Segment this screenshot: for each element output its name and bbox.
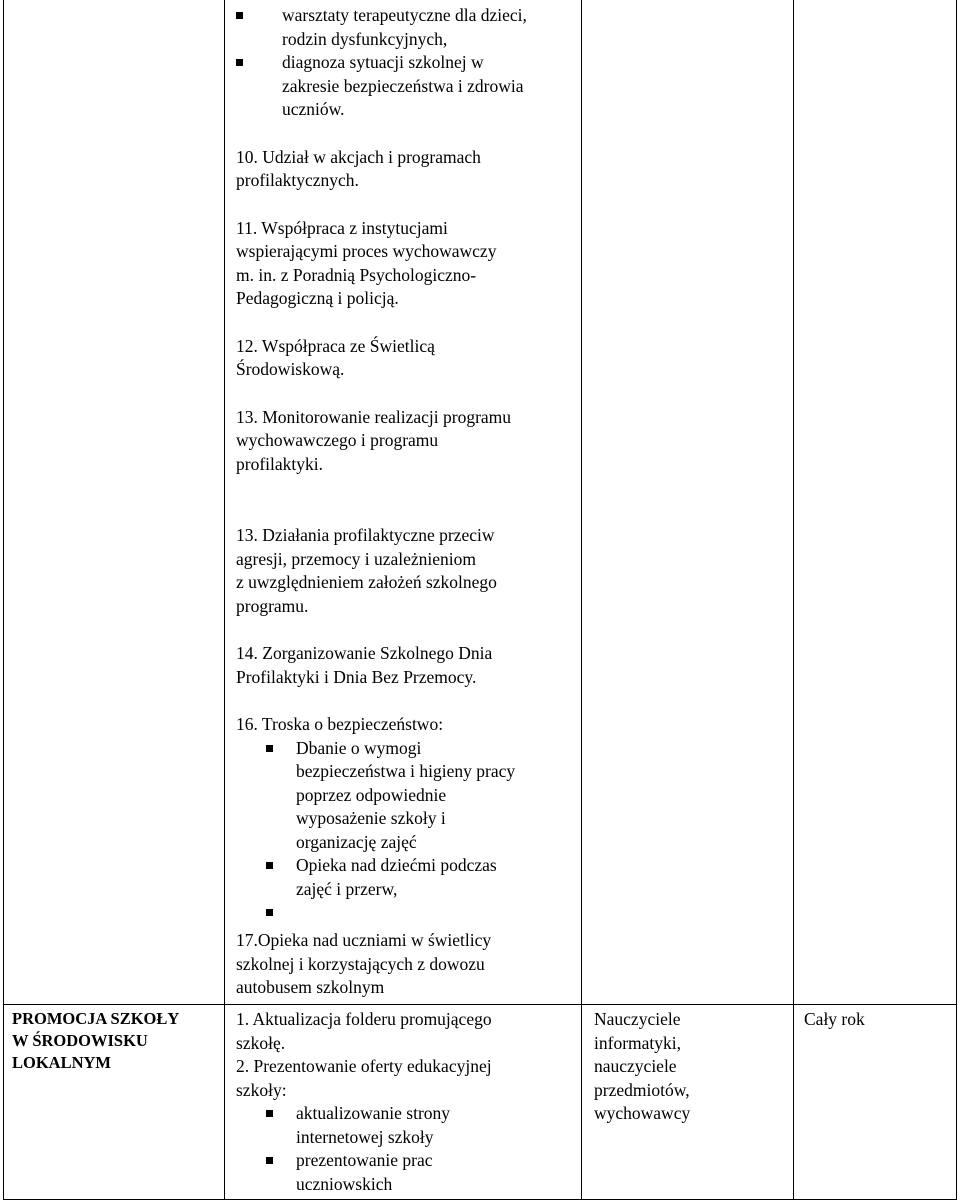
- text-line: Cały rok: [804, 1009, 865, 1029]
- list-item: [236, 4, 576, 51]
- heading-line: LOKALNYM: [12, 1053, 111, 1072]
- text-line: poprzez odpowiednie: [296, 784, 447, 805]
- text-line: przedmiotów,: [594, 1079, 690, 1100]
- text-line: z uwzględnieniem założeń szkolnego: [236, 572, 497, 592]
- promo-tasks-cell: [236, 1008, 576, 1196]
- text-line: 12. Współpraca ze Świetlicą: [236, 335, 435, 356]
- text-line: diagnoza sytuacji szkolnej w: [282, 52, 484, 72]
- text-line: wychowawcy: [594, 1103, 691, 1123]
- table-border-col3: [793, 0, 794, 1200]
- table-border-col2: [581, 0, 582, 1200]
- table-border-left: [3, 0, 4, 1200]
- text-line: 11. Współpraca z instytucjami: [236, 217, 448, 238]
- square-bullet-icon: [236, 59, 243, 66]
- list-item: [236, 737, 576, 855]
- text-line: rodzin dysfunkcyjnych,: [282, 28, 448, 49]
- square-bullet-icon: [266, 745, 273, 752]
- tasks-cell: [236, 4, 576, 1000]
- text-line: nauczyciele: [594, 1056, 677, 1076]
- text-line: internetowej szkoły: [296, 1126, 434, 1147]
- text-line: prezentowanie prac: [296, 1150, 433, 1170]
- text-line: wychowawczego i programu: [236, 430, 439, 450]
- text-line: Pedagogiczną i policją.: [236, 288, 399, 308]
- text-line: autobusem szkolnym: [236, 977, 385, 997]
- row-divider: [3, 1004, 957, 1005]
- text-line: zakresie bezpieczeństwa i zdrowia: [282, 75, 524, 96]
- text-line: organizację zajęć: [296, 831, 417, 852]
- text-line: Dbanie o wymogi: [296, 737, 422, 758]
- text-line: szkoły:: [236, 1079, 287, 1100]
- text-line: profilaktyki.: [236, 453, 323, 474]
- text-line: uczniowskich: [296, 1173, 393, 1194]
- text-line: uczniów.: [282, 99, 345, 119]
- square-bullet-icon: [236, 12, 243, 19]
- text-line: zajęć i przerw,: [296, 878, 398, 899]
- text-line: aktualizowanie strony: [296, 1103, 451, 1123]
- text-line: Profilaktyki i Dnia Bez Przemocy.: [236, 666, 477, 687]
- text-line: 17.Opieka nad uczniami w świetlicy: [236, 930, 492, 950]
- list-item-empty: [236, 901, 576, 925]
- text-line: agresji, przemocy i uzależnieniom: [236, 548, 477, 569]
- table-border-right: [956, 0, 957, 1200]
- text-line: 10. Udział w akcjach i programach: [236, 146, 481, 167]
- text-line: bezpieczeństwa i higieny pracy: [296, 761, 516, 781]
- text-line: Nauczyciele: [594, 1009, 681, 1029]
- text-line: 14. Zorganizowanie Szkolnego Dnia: [236, 643, 493, 663]
- text-line: m. in. z Poradnią Psychologiczno-: [236, 264, 477, 285]
- text-line: warsztaty terapeutyczne dla dzieci,: [282, 5, 527, 25]
- list-item: [236, 51, 576, 122]
- square-bullet-icon: [266, 909, 273, 916]
- heading-line: PROMOCJA SZKOŁY: [12, 1009, 180, 1028]
- text-line: 13. Działania profilaktyczne przeciw: [236, 525, 495, 545]
- responsible-cell: [594, 1008, 789, 1126]
- square-bullet-icon: [266, 862, 273, 869]
- text-line: Opieka nad dziećmi podczas: [296, 855, 497, 875]
- timeframe-cell: [804, 1008, 954, 1032]
- table-border-bottom: [3, 1199, 957, 1200]
- text-line: szkołę.: [236, 1032, 286, 1053]
- section-heading: [12, 1008, 220, 1074]
- square-bullet-icon: [266, 1157, 273, 1164]
- text-line: informatyki,: [594, 1032, 681, 1053]
- text-line: szkolnej i korzystających z dowozu: [236, 953, 485, 974]
- text-line: 2. Prezentowanie oferty edukacyjnej: [236, 1056, 492, 1076]
- list-item: [236, 1149, 576, 1196]
- text-line: wspierającymi proces wychowawczy: [236, 241, 497, 261]
- square-bullet-icon: [266, 1110, 273, 1117]
- text-line: 16. Troska o bezpieczeństwo:: [236, 714, 444, 734]
- table-border-col1: [224, 0, 225, 1200]
- text-line: Środowiskową.: [236, 359, 345, 379]
- list-item: [236, 854, 576, 901]
- text-line: 13. Monitorowanie realizacji programu: [236, 406, 512, 427]
- heading-line: W ŚRODOWISKU: [12, 1031, 148, 1050]
- text-line: programu.: [236, 595, 309, 616]
- text-line: wyposażenie szkoły i: [296, 808, 446, 828]
- text-line: profilaktycznych.: [236, 170, 359, 190]
- list-item: [236, 1102, 576, 1149]
- text-line: 1. Aktualizacja folderu promującego: [236, 1009, 492, 1029]
